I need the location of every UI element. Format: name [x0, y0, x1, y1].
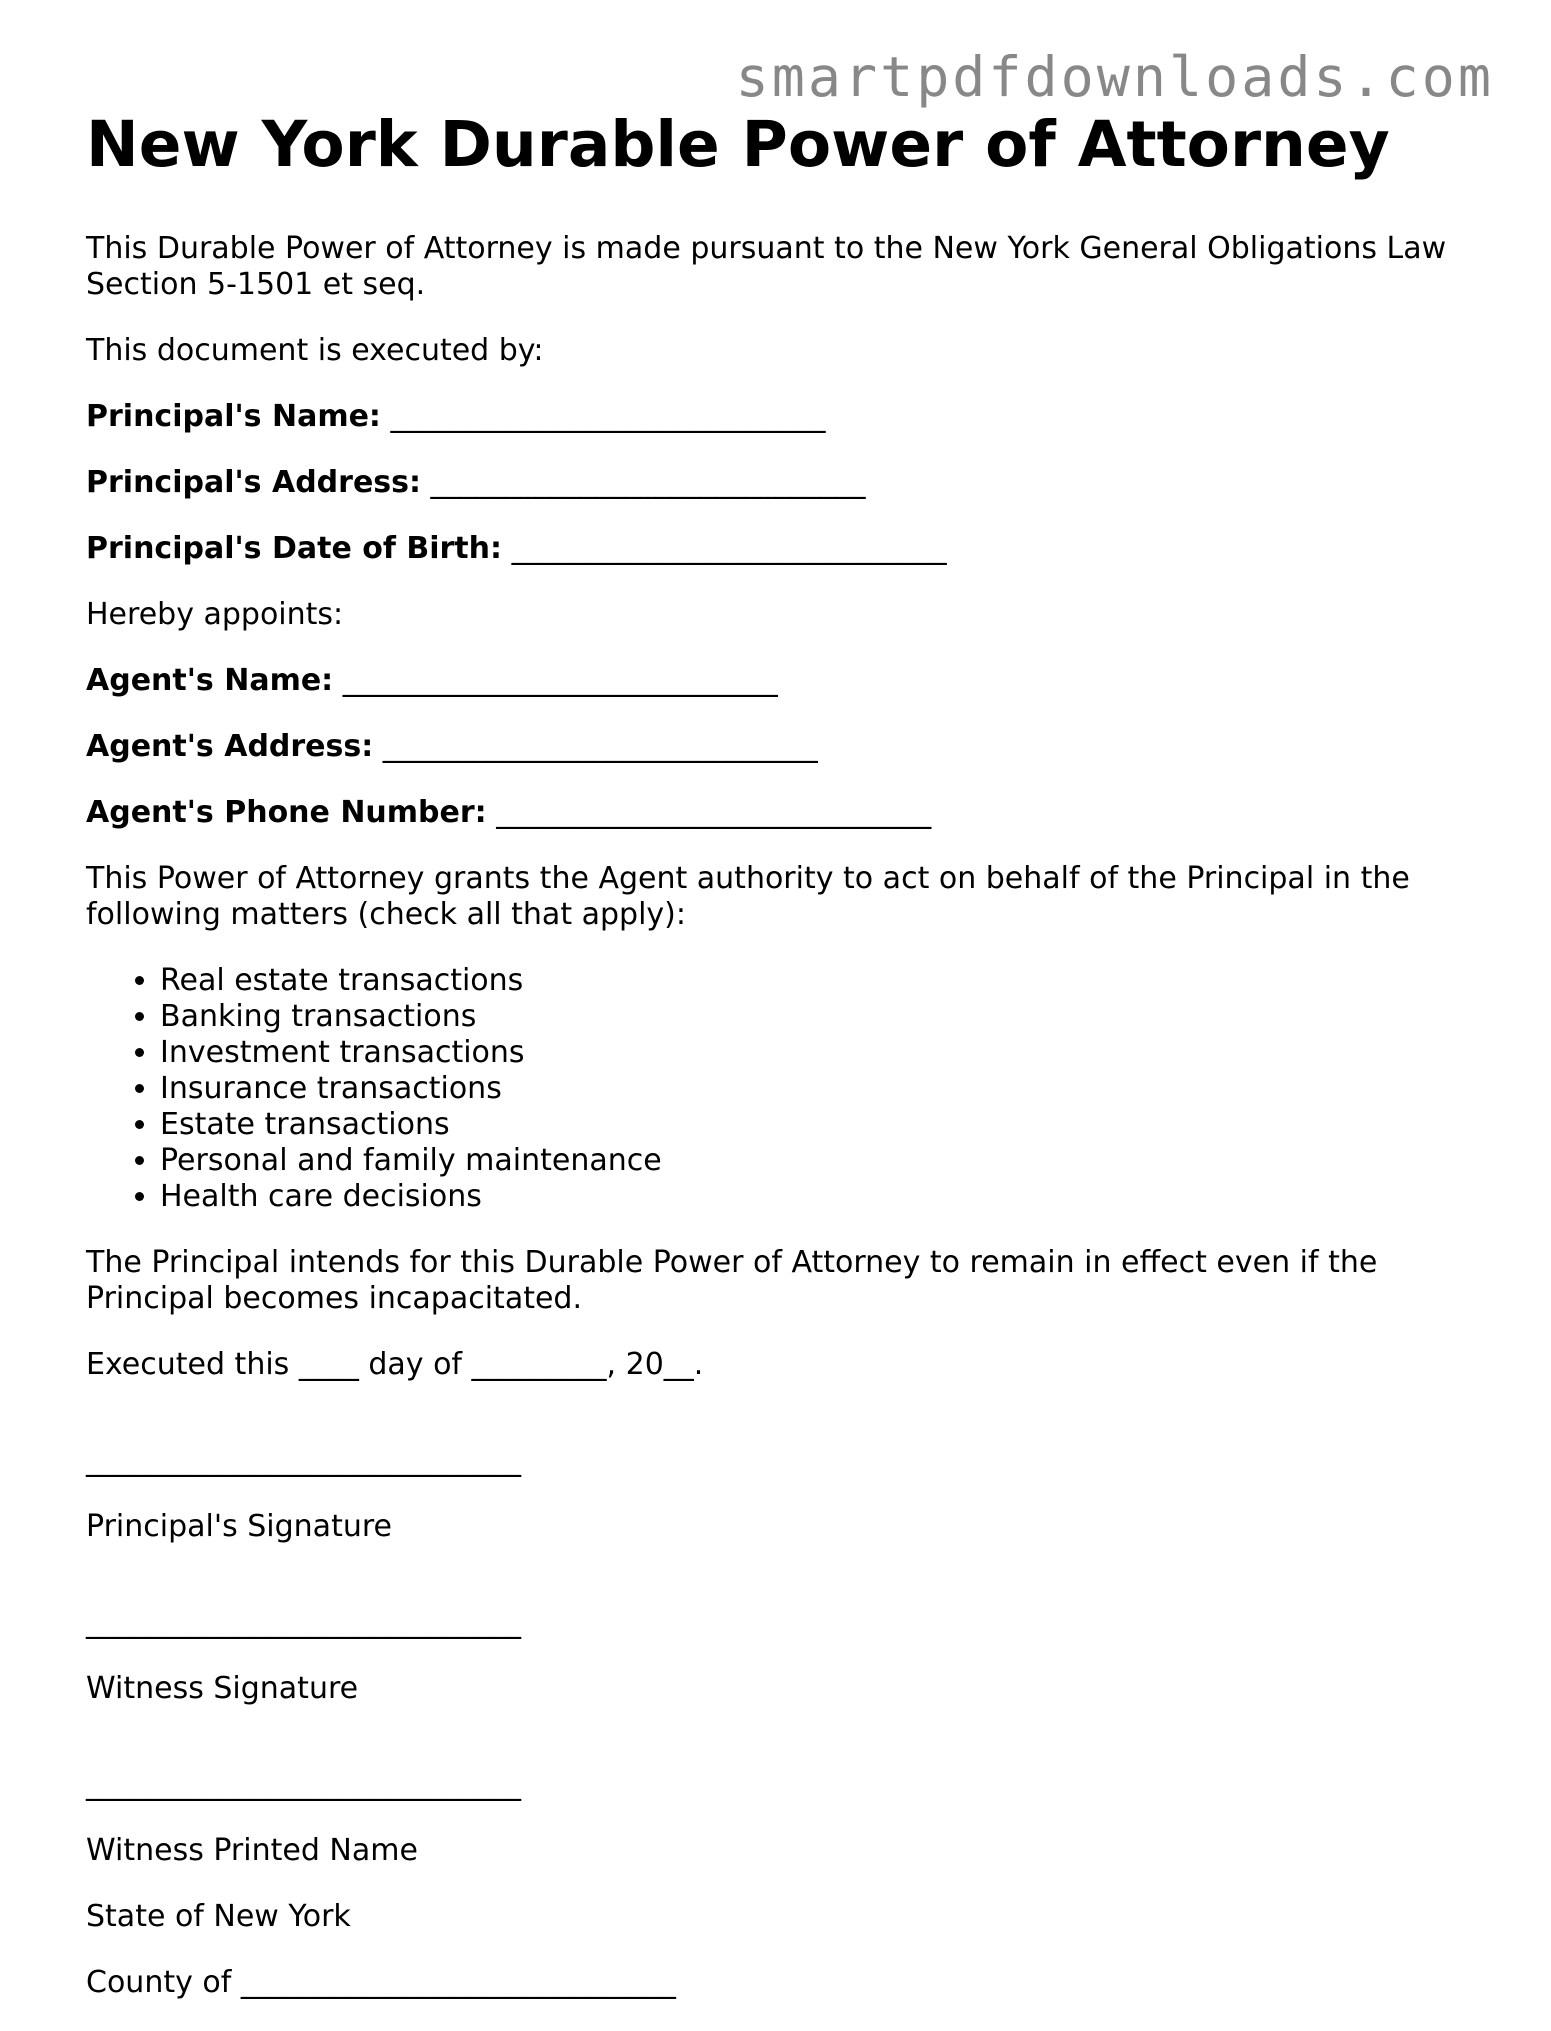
- principal-name-blank: _____________________________: [390, 399, 826, 434]
- county-label: County of: [86, 1965, 232, 2000]
- document-title: New York Durable Power of Attorney: [86, 108, 1390, 181]
- agent-address-blank: _____________________________: [382, 729, 818, 764]
- list-item: • Health care decisions: [160, 1179, 1486, 1215]
- list-item: • Insurance transactions: [160, 1071, 1486, 1107]
- principal-name-field: [86, 399, 1486, 435]
- matters-list: [86, 963, 1486, 1215]
- principal-dob-field: [86, 531, 1486, 567]
- witness-signature-line: _____________________________: [86, 1605, 521, 1640]
- spacer: [86, 1575, 1486, 1605]
- state-line: State of New York: [86, 1899, 351, 1934]
- principal-address-field: [86, 465, 1486, 501]
- list-item: • Estate transactions: [160, 1107, 1486, 1143]
- county-blank: _____________________________: [240, 1965, 676, 2000]
- list-item: • Investment transactions: [160, 1035, 1486, 1071]
- principal-address-label: Principal's Address:: [86, 465, 421, 500]
- agent-name-label: Agent's Name:: [86, 663, 334, 698]
- intro-paragraph: This Durable Power of Attorney is made pursuant to the New York General Obligations Law Section 5-1501 et seq.: [86, 231, 1447, 302]
- watermark: smartpdfdownloads.com: [735, 45, 1494, 109]
- grants-paragraph: This Power of Attorney grants the Agent authority to act on behalf of the Principal in the following matters (check all that apply):: [86, 861, 1410, 932]
- county-field: [86, 1965, 1486, 2001]
- spacer: [86, 1413, 1486, 1443]
- agent-name-blank: _____________________________: [342, 663, 778, 698]
- principal-dob-blank: _____________________________: [511, 531, 947, 566]
- principal-address-blank: _____________________________: [430, 465, 866, 500]
- executed-date-line: Executed this ____ day of _________, 20__.: [86, 1347, 704, 1382]
- agent-phone-blank: _____________________________: [496, 795, 932, 830]
- principal-dob-label: Principal's Date of Birth:: [86, 531, 503, 566]
- witness-signature-label: Witness Signature: [86, 1671, 359, 1706]
- principal-signature-label: Principal's Signature: [86, 1509, 392, 1544]
- executed-by-text: This document is executed by:: [86, 333, 544, 368]
- list-item: • Personal and family maintenance: [160, 1143, 1486, 1179]
- agent-phone-field: [86, 795, 1486, 831]
- appoints-text: Hereby appoints:: [86, 597, 344, 632]
- principal-name-label: Principal's Name:: [86, 399, 381, 434]
- document-page: [86, 105, 1486, 2031]
- principal-signature-line: _____________________________: [86, 1443, 521, 1478]
- list-item: • Banking transactions: [160, 999, 1486, 1035]
- witness-name-label: Witness Printed Name: [86, 1833, 418, 1868]
- durability-paragraph: The Principal intends for this Durable Power of Attorney to remain in effect even if the Principal becomes incapacitated.: [86, 1245, 1378, 1316]
- spacer: [86, 1737, 1486, 1767]
- witness-name-line: _____________________________: [86, 1767, 521, 1802]
- agent-name-field: [86, 663, 1486, 699]
- agent-address-label: Agent's Address:: [86, 729, 374, 764]
- agent-address-field: [86, 729, 1486, 765]
- list-item: • Real estate transactions: [160, 963, 1486, 999]
- agent-phone-label: Agent's Phone Number:: [86, 795, 487, 830]
